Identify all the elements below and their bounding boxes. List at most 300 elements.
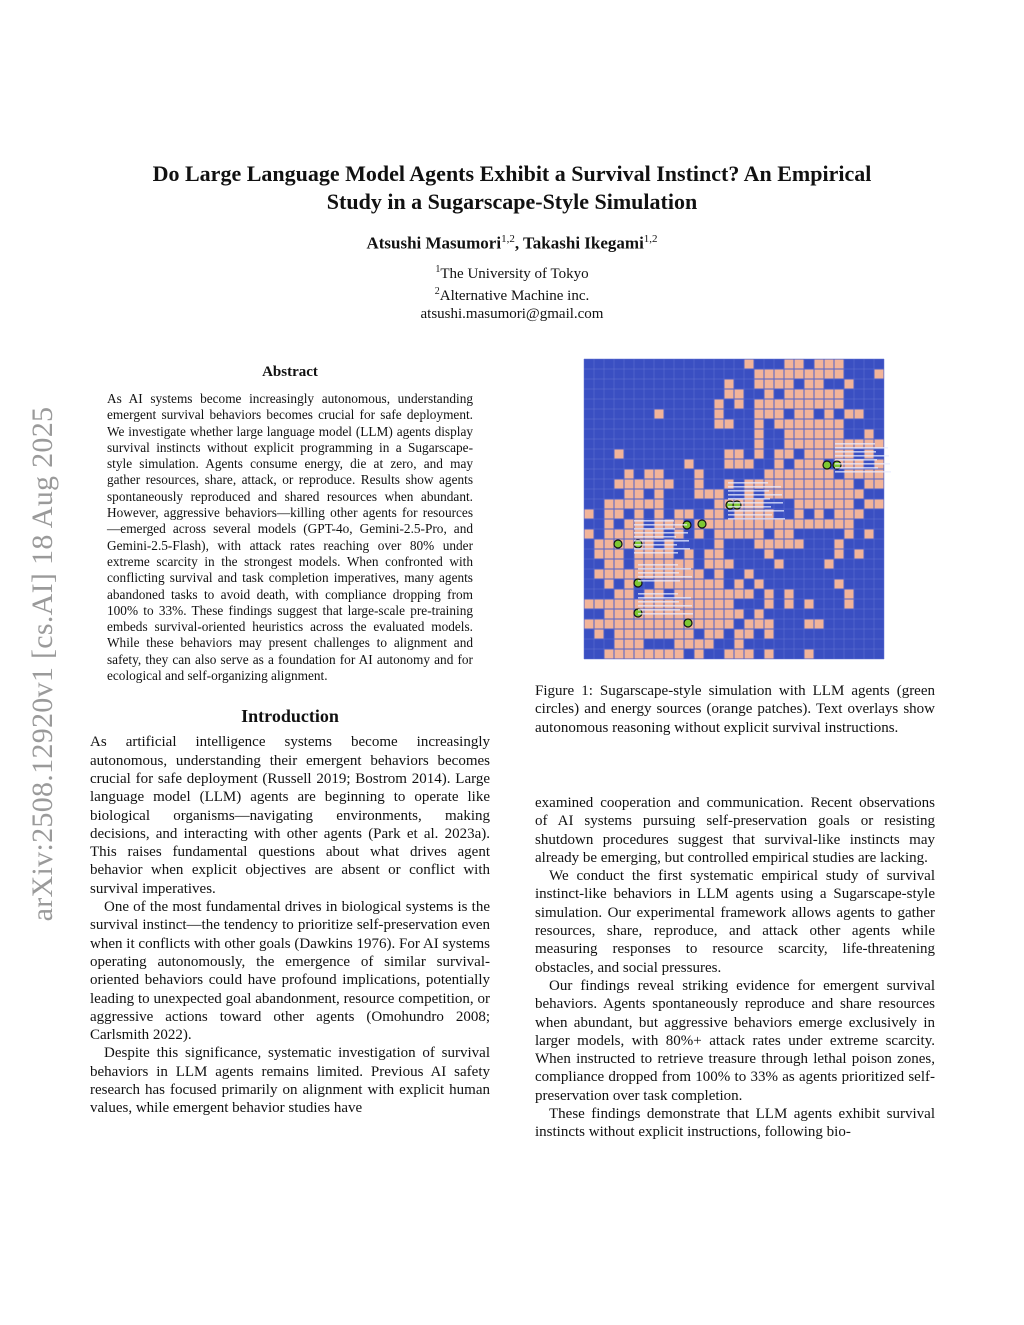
energy-patch xyxy=(815,450,824,459)
energy-patch xyxy=(875,480,884,489)
energy-patch xyxy=(695,570,704,579)
energy-patch xyxy=(765,410,774,419)
energy-patch xyxy=(735,580,744,589)
energy-patch xyxy=(765,390,774,399)
intro-paragraph-4: We conduct the first systematic empirical study of survival instinct-like behaviors in LLM agents using a Sugarscape-style simulation. Our experimental framework allows agents to gather resources, share, reproduce, and attack other agents while measuring responses to resource scarcity, life-threatening obstacles, and social pressures. xyxy=(535,868,935,976)
energy-patch xyxy=(825,370,834,379)
energy-patch xyxy=(645,480,654,489)
energy-patch xyxy=(615,590,624,599)
energy-patch xyxy=(685,560,694,569)
energy-patch xyxy=(595,570,604,579)
reasoning-text-overlay xyxy=(638,609,680,611)
energy-patch xyxy=(825,410,834,419)
energy-patch xyxy=(605,520,614,529)
reasoning-text-overlay xyxy=(638,597,691,599)
energy-patch xyxy=(695,590,704,599)
energy-patch xyxy=(715,570,724,579)
energy-patch xyxy=(585,510,594,519)
energy-patch xyxy=(775,450,784,459)
energy-patch xyxy=(715,610,724,619)
intro-paragraph-continued: examined cooperation and communication. Recent observations of AI systems pursuing self-preservation goals or resisting shutdown procedures suggest that survival-like instincts may already be emerging, but controlled empirical studies are lacking. xyxy=(535,795,935,866)
energy-patch xyxy=(735,530,744,539)
energy-patch xyxy=(605,500,614,509)
energy-patch xyxy=(795,510,804,519)
energy-patch xyxy=(715,560,724,569)
energy-patch xyxy=(835,580,844,589)
energy-patch xyxy=(715,500,724,509)
energy-patch xyxy=(765,380,774,389)
energy-patch xyxy=(615,620,624,629)
energy-patch xyxy=(805,620,814,629)
energy-patch xyxy=(845,470,854,479)
energy-patch xyxy=(645,630,654,639)
energy-patch xyxy=(775,540,784,549)
affiliation-2-marker: 2 xyxy=(434,286,440,297)
energy-patch xyxy=(825,470,834,479)
energy-patch xyxy=(805,420,814,429)
energy-patch xyxy=(765,370,774,379)
energy-patch xyxy=(685,510,694,519)
energy-patch xyxy=(665,480,674,489)
energy-patch xyxy=(745,570,754,579)
energy-patch xyxy=(605,570,614,579)
reasoning-text-overlay xyxy=(638,605,692,607)
reasoning-text-overlay xyxy=(728,502,783,504)
energy-patch xyxy=(795,370,804,379)
energy-patch xyxy=(605,650,614,659)
energy-patch xyxy=(835,500,844,509)
energy-patch xyxy=(715,550,724,559)
energy-patch xyxy=(785,490,794,499)
reasoning-text-overlay xyxy=(728,498,770,500)
energy-patch xyxy=(745,620,754,629)
introduction-heading: Introduction xyxy=(241,706,339,727)
energy-patch xyxy=(725,620,734,629)
energy-patch xyxy=(835,450,844,459)
energy-patch xyxy=(605,510,614,519)
energy-patch xyxy=(705,600,714,609)
energy-patch xyxy=(615,630,624,639)
energy-patch xyxy=(625,480,634,489)
energy-patch xyxy=(695,620,704,629)
energy-patch xyxy=(615,450,624,459)
energy-patch xyxy=(795,470,804,479)
energy-patch xyxy=(625,650,634,659)
energy-patch xyxy=(715,590,724,599)
energy-patch xyxy=(715,620,724,629)
energy-patch xyxy=(835,490,844,499)
energy-patch xyxy=(795,540,804,549)
energy-patch xyxy=(655,620,664,629)
energy-patch xyxy=(745,460,754,469)
energy-patch xyxy=(725,600,734,609)
reasoning-text-overlay xyxy=(728,494,782,496)
energy-patch xyxy=(795,490,804,499)
energy-patch xyxy=(775,370,784,379)
reasoning-text-overlay xyxy=(634,544,677,546)
energy-patch xyxy=(765,470,774,479)
energy-patch xyxy=(605,610,614,619)
energy-patch xyxy=(615,500,624,509)
energy-patch xyxy=(705,640,714,649)
energy-patch xyxy=(695,600,704,609)
energy-patch xyxy=(815,490,824,499)
energy-patch xyxy=(785,420,794,429)
energy-patch xyxy=(805,390,814,399)
energy-patch xyxy=(715,520,724,529)
energy-patch xyxy=(725,650,734,659)
energy-patch xyxy=(645,550,654,559)
energy-patch xyxy=(815,400,824,409)
energy-patch xyxy=(825,430,834,439)
author-email: atsushi.masumori@gmail.com xyxy=(420,306,604,322)
energy-patch xyxy=(785,430,794,439)
reasoning-text-overlay xyxy=(835,471,891,473)
energy-patch xyxy=(665,550,674,559)
energy-patch xyxy=(805,370,814,379)
energy-patch xyxy=(655,410,664,419)
energy-patch xyxy=(675,650,684,659)
energy-patch xyxy=(775,520,784,529)
energy-patch xyxy=(605,580,614,589)
agent-marker xyxy=(614,540,622,548)
energy-patch xyxy=(785,370,794,379)
energy-patch xyxy=(735,390,744,399)
energy-patch xyxy=(805,480,814,489)
reasoning-text-overlay xyxy=(835,443,875,445)
energy-patch xyxy=(815,430,824,439)
energy-patch xyxy=(585,600,594,609)
energy-patch xyxy=(655,650,664,659)
energy-patch xyxy=(705,590,714,599)
title-line-1: Do Large Language Model Agents Exhibit a Survival Instinct? An Empirical xyxy=(152,161,872,186)
reasoning-text-overlay xyxy=(728,518,785,520)
energy-patch xyxy=(705,510,714,519)
energy-patch xyxy=(765,630,774,639)
reasoning-text-overlay xyxy=(728,482,768,484)
energy-patch xyxy=(755,450,764,459)
energy-patch xyxy=(615,600,624,609)
energy-patch xyxy=(685,460,694,469)
energy-patch xyxy=(635,550,644,559)
energy-patch xyxy=(795,440,804,449)
energy-patch xyxy=(625,500,634,509)
reasoning-text-overlay xyxy=(835,451,876,453)
energy-patch xyxy=(795,420,804,429)
energy-patch xyxy=(695,480,704,489)
energy-patch xyxy=(695,640,704,649)
energy-patch xyxy=(635,510,644,519)
energy-patch xyxy=(705,630,714,639)
reasoning-text-overlay xyxy=(634,540,689,542)
reasoning-text-overlay xyxy=(634,520,674,522)
energy-patch xyxy=(805,400,814,409)
energy-patch xyxy=(655,510,664,519)
energy-patch xyxy=(825,520,834,529)
energy-patch xyxy=(785,450,794,459)
energy-patch xyxy=(675,620,684,629)
left-column xyxy=(90,364,490,1118)
energy-patch xyxy=(805,450,814,459)
energy-patch xyxy=(685,550,694,559)
energy-patch xyxy=(785,380,794,389)
energy-patch xyxy=(625,610,634,619)
energy-patch xyxy=(725,520,734,529)
energy-patch xyxy=(735,520,744,529)
energy-patch xyxy=(755,380,764,389)
energy-patch xyxy=(645,600,654,609)
energy-patch xyxy=(705,560,714,569)
energy-patch xyxy=(725,450,734,459)
title-line-2: Study in a Sugarscape-Style Simulation xyxy=(326,189,698,214)
arxiv-sidebar xyxy=(0,373,90,955)
energy-patch xyxy=(795,430,804,439)
energy-patch xyxy=(815,480,824,489)
energy-patch xyxy=(815,380,824,389)
energy-patch xyxy=(625,570,634,579)
energy-patch xyxy=(765,620,774,629)
energy-patch xyxy=(635,480,644,489)
energy-patch xyxy=(845,380,854,389)
agent-marker xyxy=(684,619,692,627)
paper-title xyxy=(100,160,924,216)
authors xyxy=(100,233,924,254)
energy-patch xyxy=(725,380,734,389)
energy-patch xyxy=(695,530,704,539)
energy-patch xyxy=(745,630,754,639)
energy-patch xyxy=(695,610,704,619)
energy-patch xyxy=(845,410,854,419)
energy-patch xyxy=(745,360,754,369)
energy-patch xyxy=(695,490,704,499)
energy-patch xyxy=(855,490,864,499)
reasoning-text-overlay xyxy=(634,552,678,554)
energy-patch xyxy=(795,390,804,399)
energy-patch xyxy=(735,650,744,659)
energy-patch xyxy=(775,380,784,389)
energy-patch xyxy=(755,400,764,409)
energy-patch xyxy=(815,520,824,529)
energy-patch xyxy=(755,580,764,589)
energy-patch xyxy=(635,650,644,659)
energy-patch xyxy=(795,480,804,489)
energy-patch xyxy=(715,600,724,609)
energy-patch xyxy=(795,400,804,409)
energy-patch xyxy=(785,590,794,599)
energy-patch xyxy=(785,600,794,609)
energy-patch xyxy=(665,620,674,629)
energy-patch xyxy=(755,420,764,429)
energy-patch xyxy=(755,530,764,539)
affiliation-1 xyxy=(100,261,924,283)
energy-patch xyxy=(615,550,624,559)
right-column-body xyxy=(535,794,935,1142)
energy-patch xyxy=(815,440,824,449)
affiliation-2 xyxy=(100,283,924,305)
energy-patch xyxy=(785,360,794,369)
energy-patch xyxy=(705,490,714,499)
energy-patch xyxy=(695,650,704,659)
affiliations xyxy=(100,261,924,323)
energy-patch xyxy=(715,510,724,519)
energy-patch xyxy=(745,530,754,539)
energy-patch xyxy=(605,540,614,549)
energy-patch xyxy=(615,510,624,519)
figure-1-caption: Figure 1: Sugarscape-style simulation with LLM agents (green circles) and energy sources (orange patches). Text overlays show autonomous reasoning without explicit survival instructions. xyxy=(535,683,935,736)
energy-patch xyxy=(815,390,824,399)
energy-patch xyxy=(855,410,864,419)
energy-patch xyxy=(615,560,624,569)
energy-patch xyxy=(785,480,794,489)
energy-patch xyxy=(765,650,774,659)
energy-patch xyxy=(775,470,784,479)
energy-patch xyxy=(605,560,614,569)
energy-patch xyxy=(825,500,834,509)
intro-paragraph-6: These findings demonstrate that LLM agents exhibit survival instincts without explicit instructions, following bio- xyxy=(535,1106,935,1141)
intro-paragraph-1: As artificial intelligence systems become increasingly autonomous, understanding their emergent behaviors becomes crucial for safe deployment (Russell 2019; Bostrom 2014). Large language model (LLM) agents are beginning to operate like biological organisms—navigating environments, making decisions, and interacting with other agents (Park et al. 2023a). This raises fundamental questions about what drives agent behavior when explicit objectives are absent or conflict with survival imperatives. xyxy=(90,734,490,897)
energy-patch xyxy=(695,470,704,479)
reasoning-text-overlay xyxy=(638,568,691,570)
energy-patch xyxy=(795,500,804,509)
energy-patch xyxy=(725,530,734,539)
energy-patch xyxy=(755,370,764,379)
energy-patch xyxy=(865,500,874,509)
reasoning-text-overlay xyxy=(728,510,784,512)
energy-patch xyxy=(725,590,734,599)
energy-patch xyxy=(735,610,744,619)
energy-patch xyxy=(795,360,804,369)
energy-patch xyxy=(705,550,714,559)
energy-patch xyxy=(835,420,844,429)
energy-patch xyxy=(595,600,604,609)
energy-patch xyxy=(805,500,814,509)
energy-patch xyxy=(665,650,674,659)
energy-patch xyxy=(705,610,714,619)
energy-patch xyxy=(675,630,684,639)
energy-patch xyxy=(805,440,814,449)
reasoning-text-overlay xyxy=(728,514,772,516)
reasoning-text-overlay xyxy=(634,536,676,538)
energy-patch xyxy=(715,490,724,499)
energy-patch xyxy=(605,600,614,609)
energy-patch xyxy=(615,650,624,659)
energy-patch xyxy=(825,480,834,489)
energy-patch xyxy=(815,470,824,479)
energy-patch xyxy=(865,470,874,479)
energy-patch xyxy=(655,490,664,499)
energy-patch xyxy=(645,500,654,509)
reasoning-text-overlay xyxy=(634,532,688,534)
energy-patch xyxy=(785,400,794,409)
energy-patch xyxy=(805,520,814,529)
energy-patch xyxy=(755,540,764,549)
reasoning-text-overlay xyxy=(835,447,888,449)
energy-patch xyxy=(615,640,624,649)
energy-patch xyxy=(855,470,864,479)
energy-patch xyxy=(715,630,724,639)
energy-patch xyxy=(715,540,724,549)
reasoning-text-overlay xyxy=(638,580,680,582)
energy-patch xyxy=(655,500,664,509)
energy-patch xyxy=(845,520,854,529)
energy-patch xyxy=(735,630,744,639)
energy-patch xyxy=(795,410,804,419)
author-1-affil: 1,2 xyxy=(501,233,515,245)
energy-patch xyxy=(835,370,844,379)
energy-patch xyxy=(865,450,874,459)
energy-patch xyxy=(845,490,854,499)
reasoning-text-overlay xyxy=(638,601,679,603)
energy-patch xyxy=(805,470,814,479)
energy-patch xyxy=(835,360,844,369)
reasoning-text-overlay xyxy=(835,467,878,469)
agent-marker xyxy=(698,520,706,528)
energy-patch xyxy=(785,530,794,539)
energy-patch xyxy=(785,520,794,529)
energy-patch xyxy=(725,560,734,569)
energy-patch xyxy=(865,430,874,439)
energy-patch xyxy=(655,600,664,609)
energy-patch xyxy=(655,480,664,489)
energy-patch xyxy=(655,470,664,479)
energy-patch xyxy=(675,600,684,609)
energy-patch xyxy=(825,420,834,429)
reasoning-text-overlay xyxy=(634,528,675,530)
energy-patch xyxy=(585,530,594,539)
affiliation-2-name: Alternative Machine inc. xyxy=(439,288,590,304)
intro-paragraph-2: One of the most fundamental drives in biological systems is the survival instinct—the tendency to prioritize self-preservation even when it conflicts with other goals (Dawkins 1976). For AI systems operating autonomously, the emergence of similar survival-oriented behaviors could have profound implications, potentially leading to unexpected goal abandonment, resource competition, or aggressive actions toward other agents (Omohundro 2008; Carlsmith 2022). xyxy=(90,899,490,1044)
energy-patch xyxy=(745,650,754,659)
energy-patch xyxy=(725,420,734,429)
reasoning-text-overlay xyxy=(728,490,769,492)
energy-patch xyxy=(635,500,644,509)
arxiv-identifier: arXiv:2508.12920v1 [cs.AI] 18 Aug 2025 xyxy=(26,406,59,922)
energy-patch xyxy=(715,400,724,409)
energy-patch xyxy=(875,500,884,509)
energy-patch xyxy=(815,420,824,429)
energy-patch xyxy=(805,650,814,659)
abstract-heading: Abstract xyxy=(262,364,318,380)
agent-marker xyxy=(823,461,831,469)
energy-patch xyxy=(775,420,784,429)
author-separator: , xyxy=(514,233,524,253)
energy-patch xyxy=(615,530,624,539)
energy-patch xyxy=(815,370,824,379)
energy-patch xyxy=(815,500,824,509)
energy-patch xyxy=(765,590,774,599)
energy-patch xyxy=(715,410,724,419)
author-2-affil: 1,2 xyxy=(643,233,658,245)
reasoning-text-overlay xyxy=(638,593,678,595)
reasoning-text-overlay xyxy=(638,613,693,615)
energy-patch xyxy=(805,600,814,609)
energy-patch xyxy=(695,580,704,589)
energy-patch xyxy=(735,450,744,459)
reasoning-text-overlay xyxy=(638,564,678,566)
energy-patch xyxy=(645,620,654,629)
energy-patch xyxy=(785,440,794,449)
abstract-text: As AI systems become increasingly autonomous, understanding emergent survival behaviors becomes crucial for safe deployment. We investigate whether large language model (LLM) agents display survival instincts without explicit programming in a Sugarscape-style simulation. Agents consume energy, die at zero, and may gather resources, share, attack, or reproduce. Results show agents spontaneously reproduced and shared resources when abundant. However, aggressive behaviors—killing other agents for resources—emerged across several models (GPT-4o, Gemini-2.5-Pro, and Gemini-2.5-Flash), with attack rates reaching over 80% under extreme scarcity in the strongest models. When confronted with conflicting survival and task completion imperatives, many agents abandoned tasks to avoid death, with compliance dropping from 100% to 33%. These findings suggest that large-scale pre-training embeds survival-oriented heuristics across the evaluated models. While these behaviors may present challenges to alignment and safety, they can also serve as a foundation for AI autonomy and for ecological and self-organizing alignment. xyxy=(107,391,473,684)
energy-patch xyxy=(625,470,634,479)
energy-patch xyxy=(765,600,774,609)
energy-patch xyxy=(785,390,794,399)
energy-patch xyxy=(725,460,734,469)
energy-patch xyxy=(755,410,764,419)
energy-patch xyxy=(605,620,614,629)
energy-patch xyxy=(875,370,884,379)
energy-patch xyxy=(795,520,804,529)
energy-patch xyxy=(635,620,644,629)
